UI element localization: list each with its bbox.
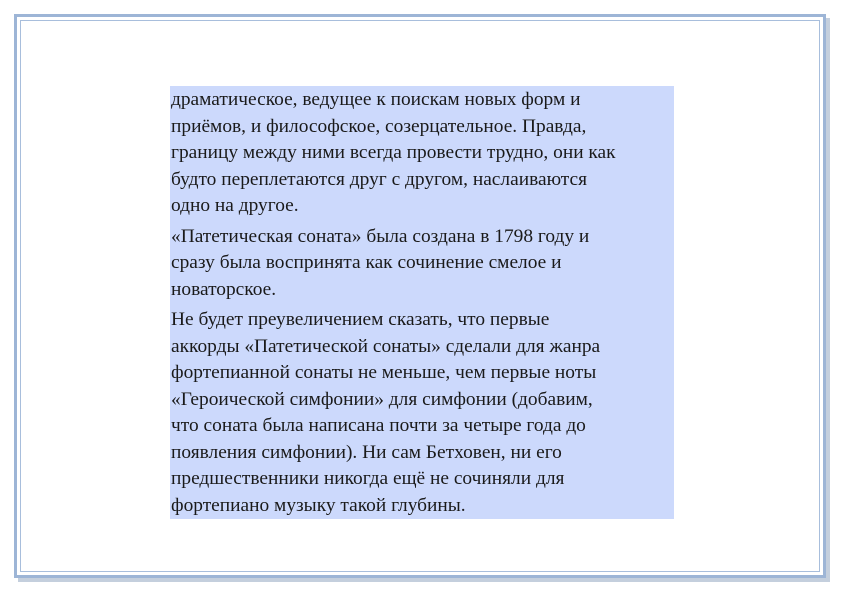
text-line: Не будет преувеличением сказать, что первые [171, 309, 550, 330]
paragraph-3 [171, 307, 674, 519]
text-line: будто переплетаются друг с другом, наслаиваются [171, 168, 588, 190]
text-line: появления симфонии). Ни сам Бетховен, ни его [171, 441, 562, 463]
text-line: драматическое, ведущее к поискам новых форм и [171, 89, 581, 110]
text-line: границу между ними всегда провести трудно, они как [171, 142, 616, 163]
text-line: одно на другое. [171, 195, 299, 216]
text-line: предшественники никогда ещё не сочиняли для [171, 468, 565, 489]
text-line: «Героической симфонии» для симфонии (добавим, [171, 388, 593, 410]
text-line: фортепиано музыку такой глубины. [171, 494, 466, 516]
text-box [170, 86, 674, 519]
text-line: фортепианной сонаты не меньше, чем первые ноты [171, 362, 597, 383]
text-line: новаторское. [171, 278, 277, 300]
text-line: что соната была написана почти за четыре года до [171, 415, 586, 436]
paragraph-1 [171, 87, 674, 220]
text-line: приёмов, и философское, созерцательное. Правда, [171, 115, 587, 137]
text-line: «Патетическая соната» была создана в 1798 году и [171, 225, 590, 247]
text-line: аккорды «Патетической сонаты» сделали для жанра [171, 335, 601, 357]
text-line: сразу была воспринята как сочинение смелое и [171, 252, 562, 273]
paragraph-2 [171, 224, 674, 304]
